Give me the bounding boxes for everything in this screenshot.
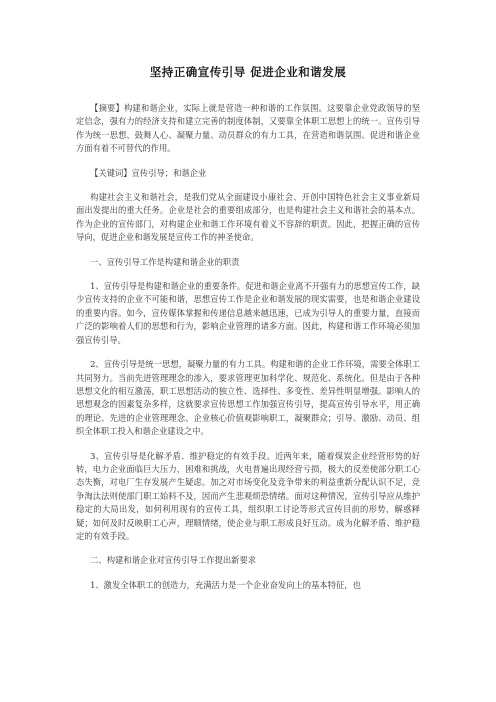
intro-paragraph: 构建社会主义和谐社会，是我们党从全面建设小康社会、开创中国特色社会主义事业新局面出发提出的重大任务。企业是社会的重要组成部分，也是构建社会主义和谐社会的基本点。作为企业的宣传部门，对构建企业和谐工作环境有着义不容辞的职责。因此，把握正确的宣传导向，促进企业和谐发展是宣传工作的神圣使命。 <box>76 192 420 243</box>
keywords-paragraph: 【关键词】宣传引导；和谐企业 <box>90 167 207 178</box>
abstract-paragraph: 【摘要】构建和谐企业，实际上就是营造一种和谐的工作氛围。这要靠企业党政领导的坚定信念，强有力的经济支持和建立完善的制度体制，又要靠全体职工思想上的统一。宣传引导作为统一思想、鼓舞人心、凝聚力量、动员群众的有力工具，在营造和谐氛围、促进和谐企业方面有着不可替代的作用。 <box>76 103 420 154</box>
section-1-paragraph-1: 1、宣传引导是构建和谐企业的重要条件。促进和谐企业离不开强有力的思想宣传工作，缺少宣传支持的企业不可能和谐，思想宣传工作是企业和谐发展的现实需要，也是和谐企业建设的重要内容。如今，宣传媒体掌握和传递信息越来越迅速，已成为引导人的重要力量，直接而广泛的影响着人们的思想和行为，影响企业管理的诸多方面。因此，构建和谐工作环境必须加强宣传引导。 <box>76 281 420 345</box>
document-title: 坚持正确宣传引导 促进企业和谐发展 <box>149 65 347 79</box>
section-2-heading: 二、构建和谐企业对宣传引导工作提出新要求 <box>90 555 257 566</box>
section-1-paragraph-2: 2、宣传引导是统一思想，凝聚力量的有力工具。构建和谐的企业工作环境，需要全体职工共同努力。当前先进管理理念的渗入，要求管理更加科学化、规范化、系统化。但是由于各种思想文化的相互激荡，职工思想活动的独立性、选择性、多变性、差异性明显增强。影响人的思想观念的因素复杂多样，这就要求宣传思想工作加强宣传引导，提高宣传引导水平，用正确的理论、先进的企业管理理念、企业核心价值观影响职工，凝聚群众；引导、激励、动员、组织全体职工投入和谐企业建设之中。 <box>76 359 420 437</box>
section-2-paragraph-1: 1、激发全体职工的创造力，充满活力是一个企业奋发向上的基本特征，也 <box>90 579 361 590</box>
section-1-paragraph-3: 3、宣传引导是化解矛盾、维护稳定的有效手段。近两年来，随着煤炭企业经营形势的好转，电力企业面临巨大压力，困难和挑战，火电普遍出现经营亏损，极大的反差使部分职工心态失衡，对电厂生存发展产生疑虑。加之对市场变化及竞争带来的利益重新分配认识不足，竞争淘汰法则使部门职工始料不及，因而产生悲观烦恐情绪。面对这种情况，宣传引导应从维护稳定的大局出发，如何利用现有的宣传工具，组织职工讨论等形式宣传目前的形势，解惑释疑；如何及时反映职工心声，理顺情绪，使企业与职工形成良好互动。成为化解矛盾、维护稳定的有效手段。 <box>76 450 420 541</box>
section-1-heading: 一、宣传引导工作是构建和谐企业的职责 <box>90 256 240 267</box>
